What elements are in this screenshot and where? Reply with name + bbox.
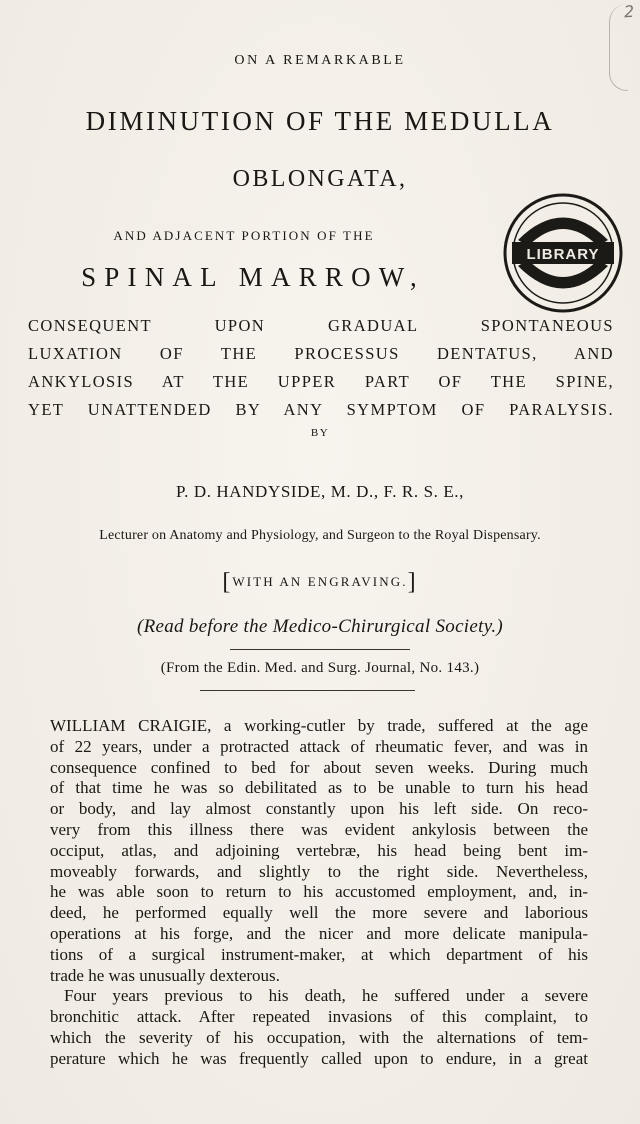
sub-title-spinal-marrow: SPINAL MARROW, (81, 262, 425, 292)
engraving-note: [WITH AN ENGRAVING.] (222, 569, 418, 595)
read-before-note: (Read before the Medico-Chirurgical Society.) (136, 616, 504, 637)
consequent-line: CONSEQUENT UPON GRADUAL SPONTANEOUS (28, 316, 614, 335)
by-label: BY (310, 427, 330, 439)
body-line: WILLIAM CRAIGIE, a working-cutler by trade, suffered at the age (50, 716, 588, 735)
library-stamp (500, 190, 626, 316)
body-line: which the severity of his occupation, with the alternations of tem- (50, 1027, 588, 1047)
consequent-line: LUXATION OF THE PROCESSUS DENTATUS, AND (28, 344, 614, 363)
body-line: bronchitic attack. After repeated invasions of this complaint, to (50, 1007, 588, 1027)
consequent-line: ANKYLOSIS AT THE UPPER PART OF THE SPINE, (28, 372, 614, 391)
body-line: deed, he performed equally well the more severe and laborious (50, 903, 588, 923)
pre-title: ON A REMARKABLE (234, 53, 406, 68)
consequent-block (28, 312, 614, 424)
margin-page-mark: 2 (623, 1, 635, 22)
divider-rule (230, 649, 410, 650)
main-title: DIMINUTION OF THE MEDULLA (85, 106, 555, 136)
library-stamp-label: LIBRARY (526, 246, 600, 263)
divider-rule (200, 690, 415, 691)
body-line: tions of a surgical instrument-maker, at which department of his (50, 944, 588, 964)
body-line: he was able soon to return to his accustomed employment, and, in- (50, 882, 588, 902)
consequent-line: YET UNATTENDED BY ANY SYMPTOM OF PARALYSIS. (28, 400, 614, 419)
body-line: Four years previous to his death, he suffered under a severe (64, 986, 588, 1006)
body-line: trade he was unusually dexterous. (50, 965, 280, 985)
sub-title-oblongata: OBLONGATA, (232, 166, 408, 192)
body-line: occiput, atlas, and adjoining vertebræ, his head being bent im- (50, 840, 588, 860)
sub-title-adjacent: AND ADJACENT PORTION OF THE (113, 228, 375, 243)
journal-source: (From the Edin. Med. and Surg. Journal, No. 143.) (160, 660, 480, 676)
body-line: operations at his forge, and the nicer and more delicate manipula- (50, 923, 588, 943)
body-line: or body, and lay almost constantly upon his left side. On reco- (50, 799, 588, 819)
body-text (50, 716, 588, 1070)
author-name: P. D. HANDYSIDE, M. D., F. R. S. E., (175, 482, 465, 501)
body-line: perature which he was frequently called upon to endure, in a great (50, 1048, 588, 1068)
body-line: very from this illness there was evident ankylosis between the (50, 819, 588, 839)
body-line: moveably forwards, and slightly to the right side. Nevertheless, (50, 861, 588, 881)
engraving-label: WITH AN ENGRAVING. (232, 574, 408, 589)
body-line: of that time he was so debilitated as to be unable to turn his head (50, 778, 588, 798)
body-line: of 22 years, under a protracted attack of rheumatic fever, and was in (50, 736, 588, 756)
author-role: Lecturer on Anatomy and Physiology, and Surgeon to the Royal Dispensary. (99, 528, 541, 543)
body-line: consequence confined to bed for about seven weeks. During much (50, 757, 588, 777)
